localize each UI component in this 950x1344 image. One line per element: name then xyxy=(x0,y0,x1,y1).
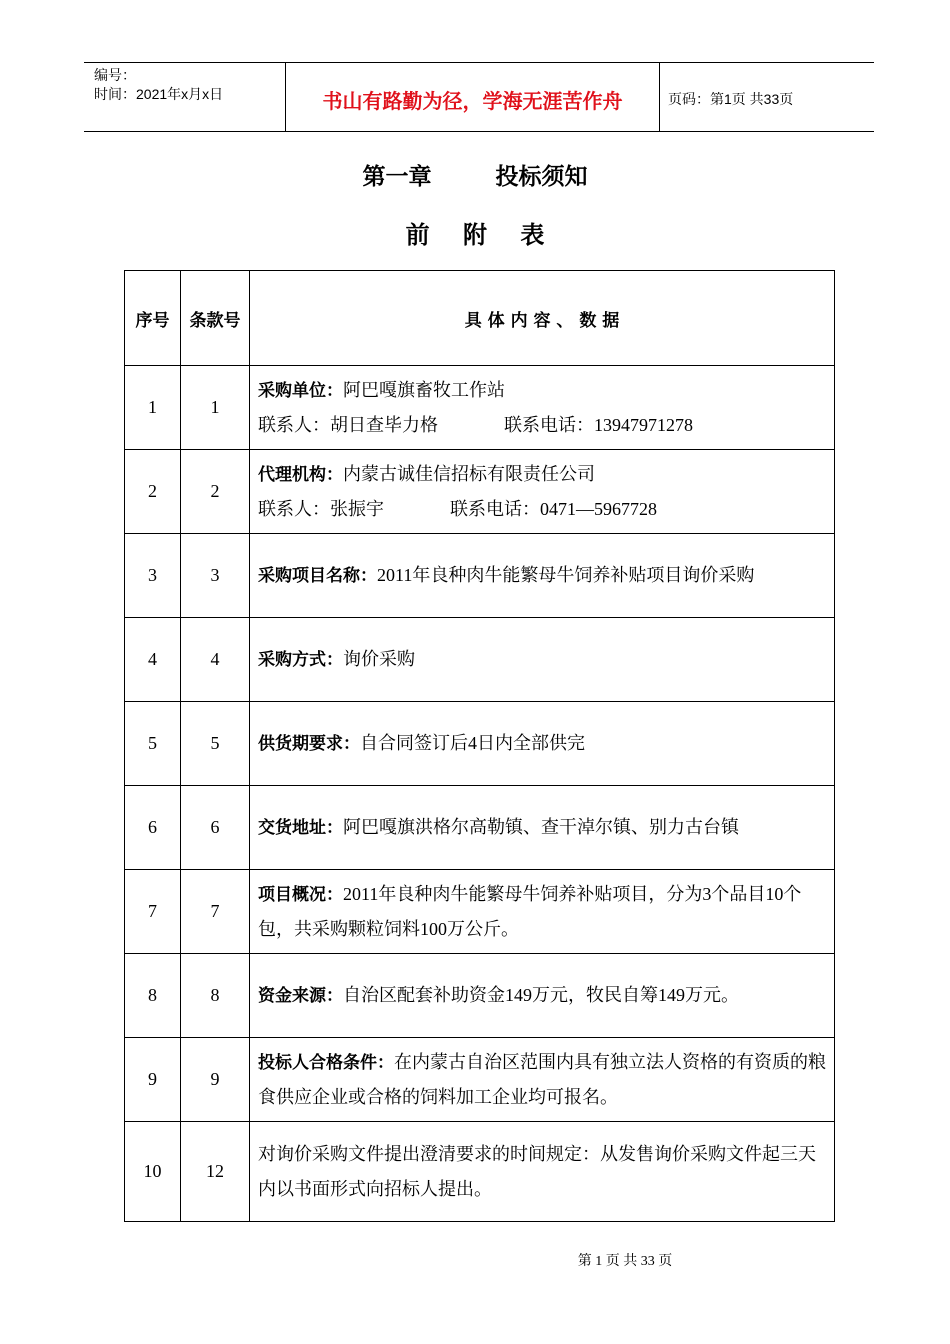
row-label: 代理机构： xyxy=(258,465,343,485)
contact-phone: 联系电话：13947971278 xyxy=(504,415,693,435)
row-clause: 2 xyxy=(181,450,250,534)
row-clause: 1 xyxy=(181,366,250,450)
row-text: 自合同签订后4日内全部供完 xyxy=(360,733,585,753)
table-row xyxy=(125,870,835,954)
header-clause: 条款号 xyxy=(181,271,250,366)
header-meta xyxy=(94,66,223,104)
row-clause: 6 xyxy=(181,786,250,870)
header-page-info: 页码：第1页 共33页 xyxy=(668,91,794,107)
contact-phone: 联系电话：0471—5967728 xyxy=(450,499,657,519)
contact-person: 联系人：胡日查毕力格 xyxy=(258,415,438,435)
number-label: 编号： xyxy=(94,67,136,83)
page-header xyxy=(84,62,874,132)
row-seq: 2 xyxy=(125,450,181,534)
row-clause: 12 xyxy=(181,1122,250,1222)
row-label: 资金来源： xyxy=(258,986,343,1006)
row-content xyxy=(250,618,835,702)
table-row xyxy=(125,702,835,786)
appendix-table xyxy=(124,270,835,1222)
page-footer: 第 1 页 共 33 页 xyxy=(577,1254,673,1269)
row-seq: 4 xyxy=(125,618,181,702)
table-row xyxy=(125,618,835,702)
row-text: 内蒙古诚佳信招标有限责任公司 xyxy=(343,464,595,484)
row-clause: 7 xyxy=(181,870,250,954)
row-clause: 5 xyxy=(181,702,250,786)
table-row xyxy=(125,1122,835,1222)
row-label: 投标人合格条件： xyxy=(258,1053,394,1073)
row-label: 供货期要求： xyxy=(258,734,360,754)
row-seq: 7 xyxy=(125,870,181,954)
chapter-title: 第一章 投标须知 xyxy=(362,164,588,190)
header-divider xyxy=(659,63,660,131)
row-content xyxy=(250,702,835,786)
row-clause: 8 xyxy=(181,954,250,1038)
table-row xyxy=(125,450,835,534)
header-seq: 序号 xyxy=(125,271,181,366)
row-label: 项目概况： xyxy=(258,885,343,905)
row-content xyxy=(250,1038,835,1122)
table-row xyxy=(125,534,835,618)
row-content xyxy=(250,870,835,954)
row-seq: 5 xyxy=(125,702,181,786)
row-content xyxy=(250,786,835,870)
row-label: 交货地址： xyxy=(258,818,343,838)
row-text: 阿巴嘎旗洪格尔高勒镇、查干淖尔镇、别力古台镇 xyxy=(343,817,739,837)
table-row xyxy=(125,1038,835,1122)
row-seq: 6 xyxy=(125,786,181,870)
row-text: 对询价采购文件提出澄清要求的时间规定：从发售询价采购文件起三天内以书面形式向招标人提出。 xyxy=(258,1144,816,1199)
row-seq: 1 xyxy=(125,366,181,450)
row-label: 采购方式： xyxy=(258,650,343,670)
row-text: 自治区配套补助资金149万元，牧民自筹149万元。 xyxy=(343,985,739,1005)
row-text: 2011年良种肉牛能繁母牛饲养补贴项目询价采购 xyxy=(377,565,755,585)
row-seq: 10 xyxy=(125,1122,181,1222)
row-text: 2011年良种肉牛能繁母牛饲养补贴项目，分为3个品目10个包，共采购颗粒饲料100万公斤。 xyxy=(258,884,802,939)
row-seq: 3 xyxy=(125,534,181,618)
row-clause: 3 xyxy=(181,534,250,618)
table-title: 前 附 表 xyxy=(405,221,545,249)
table-header-row xyxy=(125,271,835,366)
row-content xyxy=(250,1122,835,1222)
header-content: 具 体 内 容 、 数 据 xyxy=(250,271,835,366)
row-content xyxy=(250,534,835,618)
row-clause: 4 xyxy=(181,618,250,702)
row-text: 询价采购 xyxy=(343,649,415,669)
row-text: 在内蒙古自治区范围内具有独立法人资格的有资质的粮食供应企业或合格的饲料加工企业均可报名。 xyxy=(258,1052,826,1107)
table-row xyxy=(125,786,835,870)
row-text: 阿巴嘎旗畜牧工作站 xyxy=(343,380,505,400)
header-motto: 书山有路勤为径，学海无涯苦作舟 xyxy=(322,89,623,113)
table-row xyxy=(125,954,835,1038)
row-seq: 8 xyxy=(125,954,181,1038)
contact-person: 联系人：张振宇 xyxy=(258,499,384,519)
row-content xyxy=(250,450,835,534)
time-label: 时间：2021年x月x日 xyxy=(94,86,224,102)
row-content xyxy=(250,954,835,1038)
row-label: 采购项目名称： xyxy=(258,566,377,586)
row-content xyxy=(250,366,835,450)
row-label: 采购单位： xyxy=(258,381,343,401)
row-seq: 9 xyxy=(125,1038,181,1122)
row-clause: 9 xyxy=(181,1038,250,1122)
table-row xyxy=(125,366,835,450)
